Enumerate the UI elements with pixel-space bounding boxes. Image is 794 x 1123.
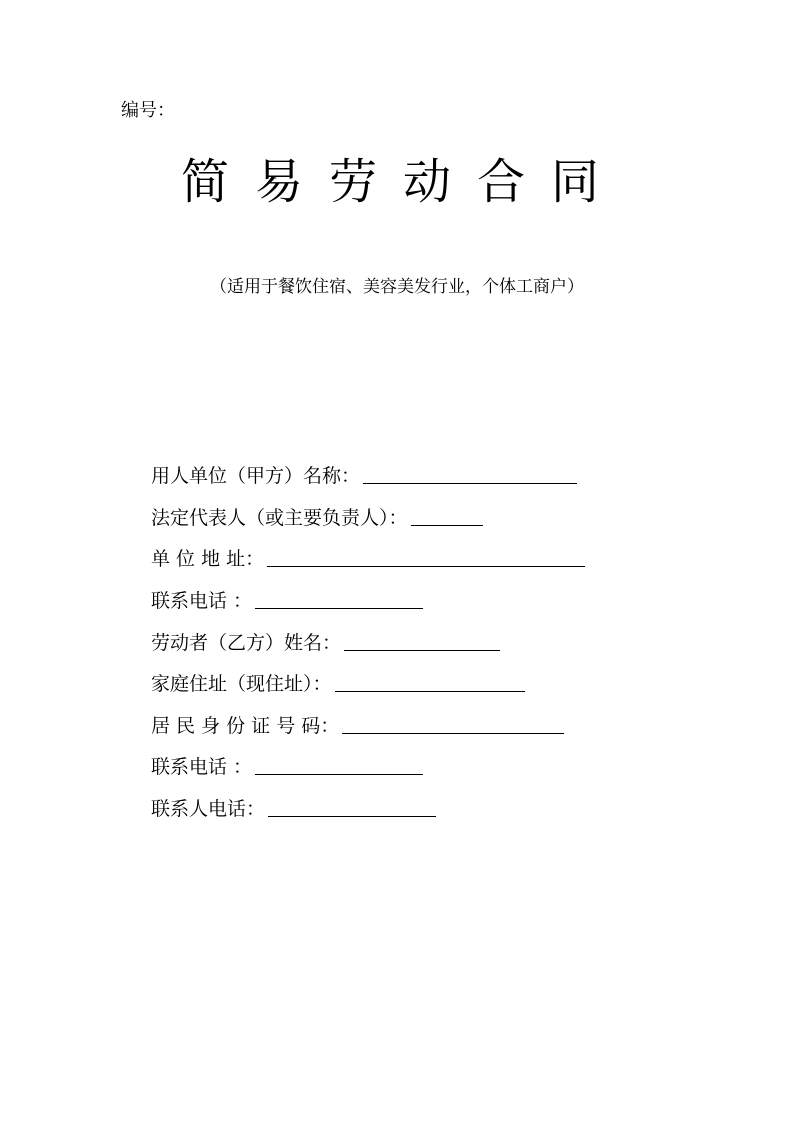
contact-person-phone-blank[interactable] xyxy=(268,816,436,817)
employee-name-field xyxy=(151,620,585,662)
employer-address-label: 单 位 地 址： xyxy=(151,548,265,571)
employee-name-blank[interactable] xyxy=(344,650,500,651)
legal-representative-field xyxy=(151,496,585,538)
employer-name-field xyxy=(151,454,585,496)
contact-person-phone-label: 联系人电话： xyxy=(151,798,266,821)
contact-person-phone-field xyxy=(151,787,585,829)
home-address-blank[interactable] xyxy=(335,691,525,692)
id-number-blank[interactable] xyxy=(342,733,564,734)
employer-address-field xyxy=(151,537,585,579)
employer-phone-label: 联系电话 ： xyxy=(151,590,253,613)
employer-name-blank[interactable] xyxy=(363,483,577,484)
home-address-field xyxy=(151,662,585,704)
employer-address-blank[interactable] xyxy=(267,566,585,567)
document-number-label: 编号： xyxy=(121,100,175,121)
employee-phone-label: 联系电话 ： xyxy=(151,756,253,779)
document-title: 简易劳动合同 xyxy=(180,154,625,210)
employer-phone-field xyxy=(151,579,585,621)
id-number-field xyxy=(151,704,585,746)
employer-phone-blank[interactable] xyxy=(255,608,423,609)
employee-phone-blank[interactable] xyxy=(255,774,423,775)
party-info-fields xyxy=(151,454,585,828)
legal-representative-blank[interactable] xyxy=(411,525,483,526)
employee-name-label: 劳动者（乙方）姓名： xyxy=(151,631,342,654)
id-number-label: 居 民 身 份 证 号 码： xyxy=(151,714,340,737)
employer-name-label: 用人单位（甲方）名称： xyxy=(151,465,361,488)
home-address-label: 家庭住址（现住址）： xyxy=(151,673,332,696)
legal-representative-label: 法定代表人（或主要负责人）： xyxy=(151,506,408,529)
document-subtitle: （适用于餐饮住宿、美容美发行业，个体工商户） xyxy=(210,277,584,297)
employee-phone-field xyxy=(151,745,585,787)
